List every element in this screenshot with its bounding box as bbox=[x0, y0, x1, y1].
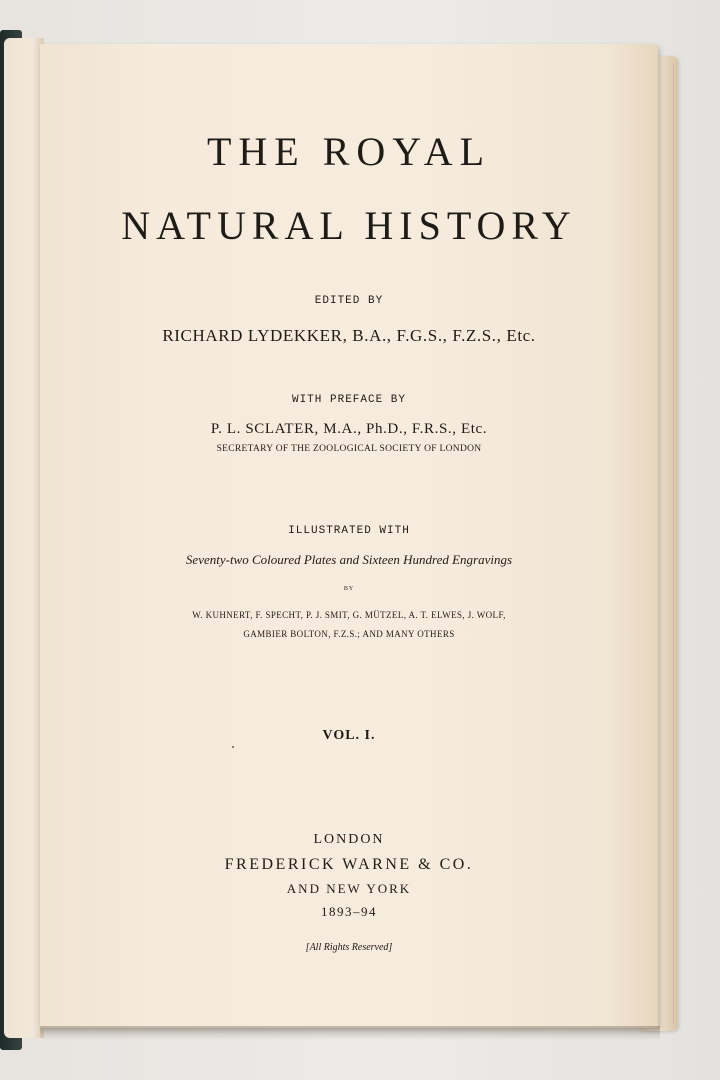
title-line-1: THE ROYAL bbox=[206, 129, 492, 174]
left-page-edge bbox=[4, 38, 44, 1038]
prefacer-role: SECRETARY OF THE ZOOLOGICAL SOCIETY OF LONDON bbox=[216, 444, 482, 454]
editor-name: RICHARD LYDEKKER, B.A., F.G.S., F.Z.S., Etc. bbox=[162, 326, 536, 345]
illustrated-label: ILLUSTRATED WITH bbox=[288, 525, 410, 537]
artists-line-1: W. KUHNERT, F. SPECHT, P. J. SMIT, G. MÜTZEL, A. T. ELWES, J. WOLF, bbox=[192, 610, 506, 620]
edited-by-label: EDITED BY bbox=[314, 295, 384, 307]
second-city-label: AND NEW YORK bbox=[286, 881, 412, 896]
title-line-2: NATURAL HISTORY bbox=[121, 203, 577, 248]
by-label: BY bbox=[343, 586, 355, 592]
preface-label: WITH PREFACE BY bbox=[291, 394, 407, 406]
publisher-name: FREDERICK WARNE & CO. bbox=[224, 856, 474, 873]
publication-years: 1893–94 bbox=[321, 904, 377, 919]
plates-line: Seventy-two Coloured Plates and Sixteen Hundred Engravings bbox=[185, 552, 513, 567]
volume-label: VOL. I. bbox=[322, 728, 376, 743]
prefacer-name: P. L. SCLATER, M.A., Ph.D., F.R.S., Etc. bbox=[210, 421, 488, 437]
ink-speck bbox=[232, 746, 234, 748]
rights-notice: [All Rights Reserved] bbox=[305, 942, 393, 953]
page-shadow bbox=[40, 1026, 660, 1040]
artists-line-2: GAMBIER BOLTON, F.Z.S.; AND MANY OTHERS bbox=[243, 629, 455, 639]
city-label: LONDON bbox=[313, 832, 385, 847]
